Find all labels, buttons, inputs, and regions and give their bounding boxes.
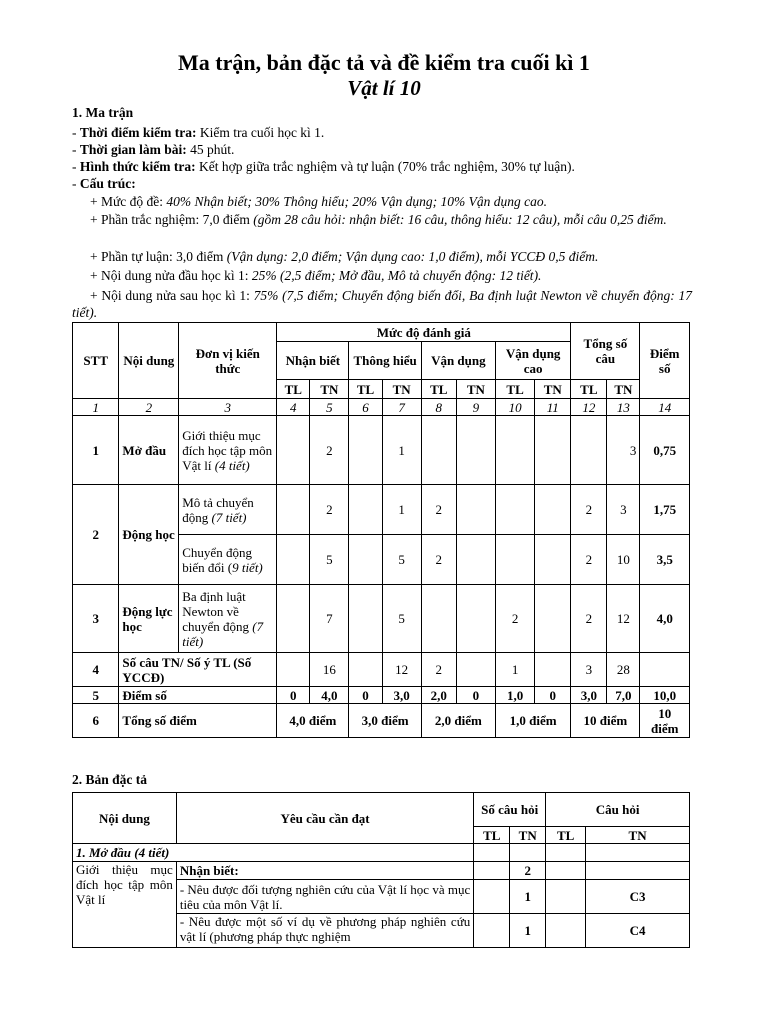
row-stt: 1 — [73, 416, 119, 485]
don-vi-hours: (4 tiết) — [214, 457, 250, 473]
cell: 3 — [571, 653, 607, 687]
question-id: C3 — [586, 880, 690, 914]
cell-diem: 4,0 — [640, 585, 690, 653]
cell: 5 — [310, 535, 349, 585]
table-row — [73, 585, 690, 653]
requirement-text: - Nêu được đối tượng nghiên cứu của Vật lí học và mục tiêu của môn Vật lí. — [176, 880, 473, 914]
page-title: Ma trận, bản đặc tả và đề kiểm tra cuối kì 1 — [178, 50, 590, 75]
cell: 0 — [349, 687, 382, 704]
header-van-dung: Vận dụng — [421, 342, 495, 380]
col-num: 6 — [349, 399, 382, 416]
cell: 7,0 — [607, 687, 640, 704]
row-don-vi — [179, 485, 277, 535]
exam-time-label: Thời điểm kiểm tra: — [79, 125, 197, 140]
cell: 1 — [382, 485, 421, 535]
cell: 2,0 điểm — [421, 704, 495, 738]
col-num: 11 — [535, 399, 571, 416]
bullet-level-value: 40% Nhận biết; 30% Thông hiểu; 20% Vận dụng; 10% Vận dụng cao. — [166, 194, 547, 209]
row-stt: 5 — [73, 687, 119, 704]
cell: 10,0 — [640, 687, 690, 704]
header-tn: TN — [310, 380, 349, 399]
bullet-mcq — [72, 211, 692, 228]
header-tn: TN — [382, 380, 421, 399]
row-stt: 4 — [73, 653, 119, 687]
table-row — [73, 687, 690, 704]
col-num: 12 — [571, 399, 607, 416]
row-don-vi — [179, 585, 277, 653]
duration-value: 45 phút. — [190, 142, 235, 157]
bullet-second-half-value: 75% (7,5 điểm; Chuyển động biến đổi, Ba định luật Newton về chuyển động: 17 tiết). — [72, 288, 692, 320]
table-row — [73, 653, 690, 687]
bullet-level-label: + Mức độ đề: — [90, 194, 167, 209]
header-yeu-cau: Yêu cầu cần đạt — [176, 793, 473, 844]
col-num: 3 — [179, 399, 277, 416]
header-tn: TN — [456, 380, 495, 399]
bullet-essay-value: (Vận dụng: 2,0 điểm; Vận dụng cao: 1,0 điểm), mỗi YCCĐ 0,5 điểm. — [226, 249, 599, 264]
col-num: 10 — [495, 399, 534, 416]
header-muc-do: Mức độ đánh giá — [277, 323, 571, 342]
row-stt: 2 — [73, 485, 119, 585]
don-vi-text: Chuyển động biến đổi ( — [182, 544, 252, 575]
header-noi-dung: Nội dung — [119, 323, 179, 399]
header-tn: TN — [535, 380, 571, 399]
matrix-table — [72, 322, 690, 738]
table-row — [73, 704, 690, 738]
structure-line: - Cấu trúc: — [72, 176, 136, 191]
cell: 2 — [571, 485, 607, 535]
bullet-first-half-value: 25% (2,5 điểm; Mở đầu, Mô tả chuyển động: 12 tiết). — [251, 268, 542, 283]
question-id: C4 — [586, 914, 690, 948]
header-nhan-biet: Nhận biết — [277, 342, 349, 380]
row-label: Tổng số điểm — [119, 704, 277, 738]
topic-row — [73, 844, 690, 862]
header-tl: TL — [277, 380, 310, 399]
level-label: Nhận biết: — [176, 862, 473, 880]
header-diem-so: Điểm số — [640, 323, 690, 399]
form-value: Kết hợp giữa trắc nghiệm và tự luận (70% trắc nghiệm, 30% tự luận). — [198, 159, 575, 174]
cell: 3,0 điểm — [349, 704, 421, 738]
cell-diem: 3,5 — [640, 535, 690, 585]
header-noi-dung: Nội dung — [73, 793, 177, 844]
cell: 2 — [421, 485, 456, 535]
cell: 3,0 — [382, 687, 421, 704]
col-num: 13 — [607, 399, 640, 416]
don-vi-hours: (7 tiết) — [211, 509, 247, 525]
header-tl: TL — [495, 380, 534, 399]
bullet-first-half — [72, 267, 692, 284]
header-tong-so-cau: Tổng số câu — [571, 323, 640, 380]
requirement-count: 1 — [510, 914, 546, 948]
exam-time-line: - Thời điểm kiểm tra: Kiểm tra cuối học kì 1. — [72, 125, 325, 140]
cell: 0 — [456, 687, 495, 704]
cell: 1 — [495, 653, 534, 687]
cell: 2 — [571, 535, 607, 585]
bullet-level — [72, 193, 692, 210]
header-van-dung-cao: Vận dụng cao — [495, 342, 570, 380]
structure-label: Cấu trúc: — [79, 176, 136, 191]
bullet-mcq-label: + Phần trắc nghiệm: 7,0 điểm — [90, 212, 254, 227]
bullet-first-half-label: + Nội dung nửa đầu học kì 1: — [90, 268, 252, 283]
cell: 5 — [382, 535, 421, 585]
cell: 12 — [607, 585, 640, 653]
header-tn: TN — [510, 827, 546, 844]
bullet-second-half — [72, 287, 692, 321]
unit-cell: Giới thiệu mục đích học tập môn Vật lí — [73, 862, 177, 948]
cell: 2 — [421, 653, 456, 687]
col-num: 9 — [456, 399, 495, 416]
form-label: Hình thức kiểm tra: — [79, 159, 196, 174]
bullet-mcq-value: (gồm 28 câu hỏi: nhận biết: 16 câu, thông hiểu: 12 câu), mỗi câu 0,25 điểm. — [253, 212, 667, 227]
col-num: 4 — [277, 399, 310, 416]
cell: 2 — [421, 535, 456, 585]
header-stt: STT — [73, 323, 119, 399]
cell: 3 — [607, 485, 640, 535]
row-stt: 6 — [73, 704, 119, 738]
cell: 10 — [607, 535, 640, 585]
cell-diem: 1,75 — [640, 485, 690, 535]
page-subtitle: Vật lí 10 — [347, 76, 421, 100]
cell: 2,0 — [421, 687, 456, 704]
don-vi-text: Giới thiệu mục đích học tập môn Vật lí — [182, 427, 273, 473]
col-num: 7 — [382, 399, 421, 416]
section1-heading: 1. Ma trận — [72, 105, 134, 120]
cell: 2 — [495, 585, 534, 653]
header-tn: TN — [586, 827, 690, 844]
header-so-cau: Số câu hỏi — [474, 793, 546, 827]
row-label: Điểm số — [119, 687, 277, 704]
col-num: 14 — [640, 399, 690, 416]
cell: 4,0 điểm — [277, 704, 349, 738]
col-num: 8 — [421, 399, 456, 416]
topic-label: 1. Mở đầu (4 tiết) — [73, 844, 474, 862]
cell: 12 — [382, 653, 421, 687]
don-vi-hours: 9 tiết) — [232, 559, 263, 575]
duration-line: - Thời gian làm bài: 45 phút. — [72, 142, 235, 157]
table-row — [73, 416, 690, 485]
row-noi-dung: Mở đầu — [119, 416, 179, 485]
cell: 10 điểm — [571, 704, 640, 738]
header-tl: TL — [474, 827, 510, 844]
bullet-essay — [72, 248, 692, 265]
don-vi-text: Mô tả chuyển động — [182, 494, 254, 525]
exam-time-value: Kiểm tra cuối học kì 1. — [199, 125, 325, 140]
header-cau-hoi: Câu hỏi — [546, 793, 690, 827]
header-tl: TL — [349, 380, 382, 399]
cell: 1,0 điểm — [495, 704, 570, 738]
header-tl: TL — [546, 827, 586, 844]
cell: 5 — [382, 585, 421, 653]
row-noi-dung: Động lực học — [119, 585, 179, 653]
cell-diem: 0,75 — [640, 416, 690, 485]
header-don-vi: Đơn vị kiến thức — [179, 323, 277, 399]
header-tn: TN — [607, 380, 640, 399]
cell: 4,0 — [310, 687, 349, 704]
don-vi-hours: (7 tiết) — [182, 618, 264, 649]
cell: 0 — [535, 687, 571, 704]
cell: 10 điểm — [640, 704, 690, 738]
row-stt: 3 — [73, 585, 119, 653]
requirement-text: - Nêu được một số ví dụ về phương pháp nghiên cứu vật lí (phương pháp thực nghiệm — [176, 914, 473, 948]
cell: 0 — [277, 687, 310, 704]
col-num: 1 — [73, 399, 119, 416]
row-don-vi — [179, 416, 277, 485]
cell: 2 — [310, 485, 349, 535]
duration-label: Thời gian làm bài: — [79, 142, 187, 157]
cell: 7 — [310, 585, 349, 653]
header-thong-hieu: Thông hiểu — [349, 342, 421, 380]
table-row — [73, 862, 690, 880]
row-noi-dung: Động học — [119, 485, 179, 585]
section2-heading: 2. Bản đặc tả — [72, 772, 148, 787]
col-num: 5 — [310, 399, 349, 416]
col-num: 2 — [119, 399, 179, 416]
level-count: 2 — [510, 862, 546, 880]
requirement-count: 1 — [510, 880, 546, 914]
cell: 28 — [607, 653, 640, 687]
cell: 1 — [382, 416, 421, 485]
table-row — [73, 485, 690, 535]
row-label: Số câu TN/ Số ý TL (Số YCCĐ) — [119, 653, 277, 687]
cell: 2 — [310, 416, 349, 485]
cell: 1,0 — [495, 687, 534, 704]
bullet-second-half-label: + Nội dung nửa sau học kì 1: — [90, 288, 254, 303]
cell: 2 — [571, 585, 607, 653]
cell: 3 — [607, 416, 640, 485]
column-number-row — [73, 399, 690, 416]
cell: 3,0 — [571, 687, 607, 704]
row-don-vi — [179, 535, 277, 585]
spec-table — [72, 792, 690, 948]
form-line: - Hình thức kiểm tra: Kết hợp giữa trắc nghiệm và tự luận (70% trắc nghiệm, 30% tự luận). — [72, 159, 575, 174]
header-tl: TL — [421, 380, 456, 399]
cell: 16 — [310, 653, 349, 687]
bullet-essay-label: + Phần tự luận: 3,0 điểm — [90, 249, 227, 264]
header-tl: TL — [571, 380, 607, 399]
don-vi-text: Ba định luật Newton về chuyển động — [182, 588, 250, 634]
